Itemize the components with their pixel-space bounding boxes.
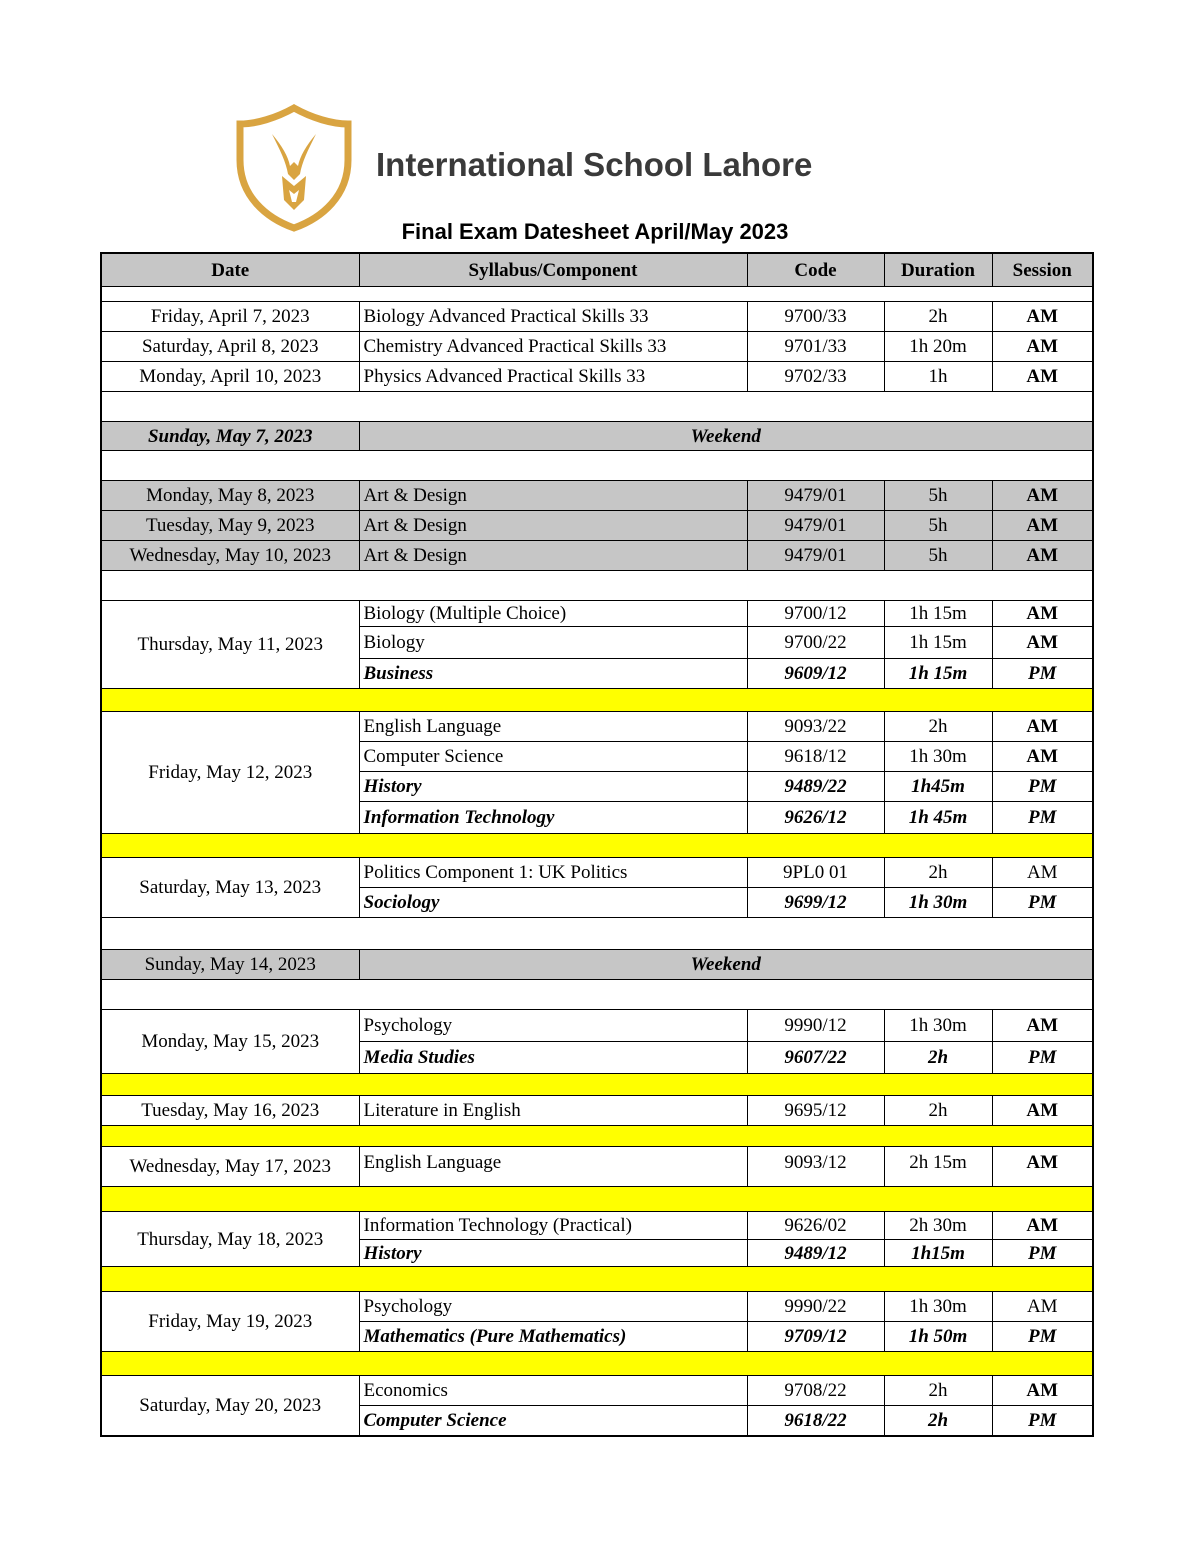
spacer-row (101, 392, 1093, 422)
date-cell: Saturday, May 13, 2023 (101, 858, 359, 918)
table-row (101, 1010, 1093, 1042)
subject-cell: Biology (Multiple Choice) (359, 601, 747, 627)
subject-cell: Information Technology (Practical) (359, 1212, 747, 1240)
duration-cell: 2h 30m (884, 1212, 992, 1240)
subject-cell: Art & Design (359, 481, 747, 511)
date-cell: Monday, May 15, 2023 (101, 1010, 359, 1074)
subject-cell: Mathematics (Pure Mathematics) (359, 1322, 747, 1352)
duration-cell: 2h (884, 712, 992, 742)
table-row (101, 1376, 1093, 1406)
spacer-row (101, 287, 1093, 302)
spacer-row (101, 571, 1093, 601)
session-cell: PM (992, 772, 1093, 802)
code-cell: 9479/01 (747, 541, 884, 571)
duration-cell: 1h15m (884, 1240, 992, 1267)
separator-row (101, 1352, 1093, 1376)
duration-cell: 1h 50m (884, 1322, 992, 1352)
page-title: Final Exam Datesheet April/May 2023 (401, 219, 789, 244)
session-cell: AM (992, 511, 1093, 541)
session-cell: AM (992, 541, 1093, 571)
session-cell: AM (992, 627, 1093, 659)
date-cell: Friday, May 12, 2023 (101, 712, 359, 834)
weekend-row (101, 950, 1093, 980)
subject-cell: History (359, 772, 747, 802)
session-cell: PM (992, 1406, 1093, 1436)
code-cell: 9626/02 (747, 1212, 884, 1240)
duration-cell: 1h 30m (884, 1292, 992, 1322)
subject-cell: Biology (359, 627, 747, 659)
weekend-row (101, 422, 1093, 451)
date-cell: Friday, May 19, 2023 (101, 1292, 359, 1352)
weekend-label: Weekend (359, 950, 1093, 980)
duration-cell: 1h 30m (884, 742, 992, 772)
session-cell: PM (992, 802, 1093, 834)
session-cell: AM (992, 1292, 1093, 1322)
subject-cell: Literature in English (359, 1096, 747, 1126)
table-row (101, 858, 1093, 888)
subject-cell: Physics Advanced Practical Skills 33 (359, 362, 747, 392)
subject-cell: Psychology (359, 1010, 747, 1042)
subject-cell: Art & Design (359, 511, 747, 541)
date-cell: Friday, April 7, 2023 (101, 302, 359, 332)
column-header-subject: Syllabus/Component (359, 253, 747, 287)
subject-cell: English Language (359, 1147, 747, 1187)
session-cell: AM (992, 362, 1093, 392)
session-cell: AM (992, 1096, 1093, 1126)
subject-cell: English Language (359, 712, 747, 742)
code-cell: 9093/22 (747, 712, 884, 742)
subject-cell: Art & Design (359, 541, 747, 571)
code-cell: 9PL0 01 (747, 858, 884, 888)
session-cell: AM (992, 1147, 1093, 1187)
weekend-label: Weekend (359, 422, 1093, 451)
code-cell: 9700/12 (747, 601, 884, 627)
subject-cell: Information Technology (359, 802, 747, 834)
spacer-row (101, 918, 1093, 950)
session-cell: AM (992, 302, 1093, 332)
subject-cell: Computer Science (359, 742, 747, 772)
code-cell: 9695/12 (747, 1096, 884, 1126)
table-row (101, 601, 1093, 627)
session-cell: AM (992, 601, 1093, 627)
duration-cell: 5h (884, 481, 992, 511)
table-row (101, 541, 1093, 571)
session-cell: PM (992, 659, 1093, 689)
date-cell: Tuesday, May 16, 2023 (101, 1096, 359, 1126)
code-cell: 9708/22 (747, 1376, 884, 1406)
subject-cell: Biology Advanced Practical Skills 33 (359, 302, 747, 332)
session-cell: AM (992, 332, 1093, 362)
session-cell: AM (992, 858, 1093, 888)
code-cell: 9489/22 (747, 772, 884, 802)
code-cell: 9699/12 (747, 888, 884, 918)
duration-cell: 1h 30m (884, 1010, 992, 1042)
date-cell: Tuesday, May 9, 2023 (101, 511, 359, 541)
code-cell: 9702/33 (747, 362, 884, 392)
date-cell: Wednesday, May 17, 2023 (101, 1147, 359, 1187)
code-cell: 9479/01 (747, 511, 884, 541)
duration-cell: 5h (884, 541, 992, 571)
date-cell: Thursday, May 11, 2023 (101, 601, 359, 689)
subject-cell: Sociology (359, 888, 747, 918)
column-header-session: Session (992, 253, 1093, 287)
code-cell: 9626/12 (747, 802, 884, 834)
column-header-code: Code (747, 253, 884, 287)
code-cell: 9990/12 (747, 1010, 884, 1042)
duration-cell: 1h 15m (884, 627, 992, 659)
subject-cell: Politics Component 1: UK Politics (359, 858, 747, 888)
duration-cell: 1h 45m (884, 802, 992, 834)
date-cell: Sunday, May 14, 2023 (101, 950, 359, 980)
subject-cell: History (359, 1240, 747, 1267)
session-cell: AM (992, 1212, 1093, 1240)
separator-row (101, 834, 1093, 858)
code-cell: 9618/22 (747, 1406, 884, 1436)
date-cell: Sunday, May 7, 2023 (101, 422, 359, 451)
column-header-duration: Duration (884, 253, 992, 287)
code-cell: 9093/12 (747, 1147, 884, 1187)
table-row (101, 1147, 1093, 1187)
school-shield-logo (236, 104, 352, 232)
duration-cell: 5h (884, 511, 992, 541)
duration-cell: 2h (884, 1042, 992, 1074)
code-cell: 9709/12 (747, 1322, 884, 1352)
spacer-row (101, 980, 1093, 1010)
table-row (101, 1292, 1093, 1322)
duration-cell: 1h 20m (884, 332, 992, 362)
table-row (101, 362, 1093, 392)
subject-cell: Computer Science (359, 1406, 747, 1436)
duration-cell: 1h 15m (884, 601, 992, 627)
datesheet-table (100, 252, 1094, 1437)
duration-cell: 1h 15m (884, 659, 992, 689)
table-row (101, 712, 1093, 742)
session-cell: PM (992, 1240, 1093, 1267)
duration-cell: 1h 30m (884, 888, 992, 918)
separator-row (101, 1074, 1093, 1096)
column-header-date: Date (101, 253, 359, 287)
table-row (101, 481, 1093, 511)
table-row (101, 332, 1093, 362)
code-cell: 9701/33 (747, 332, 884, 362)
session-cell: AM (992, 1376, 1093, 1406)
code-cell: 9700/22 (747, 627, 884, 659)
table-row (101, 511, 1093, 541)
duration-cell: 2h (884, 1096, 992, 1126)
table-header-row (101, 253, 1093, 287)
date-cell: Monday, May 8, 2023 (101, 481, 359, 511)
date-cell: Thursday, May 18, 2023 (101, 1212, 359, 1267)
code-cell: 9609/12 (747, 659, 884, 689)
separator-row (101, 1126, 1093, 1147)
code-cell: 9990/22 (747, 1292, 884, 1322)
session-cell: PM (992, 888, 1093, 918)
code-cell: 9700/33 (747, 302, 884, 332)
code-cell: 9489/12 (747, 1240, 884, 1267)
session-cell: PM (992, 1322, 1093, 1352)
code-cell: 9618/12 (747, 742, 884, 772)
separator-row (101, 1187, 1093, 1212)
date-cell: Saturday, May 20, 2023 (101, 1376, 359, 1436)
table-row (101, 1212, 1093, 1240)
duration-cell: 1h45m (884, 772, 992, 802)
code-cell: 9607/22 (747, 1042, 884, 1074)
subject-cell: Chemistry Advanced Practical Skills 33 (359, 332, 747, 362)
code-cell: 9479/01 (747, 481, 884, 511)
session-cell: AM (992, 1010, 1093, 1042)
subject-cell: Business (359, 659, 747, 689)
subject-cell: Media Studies (359, 1042, 747, 1074)
date-cell: Wednesday, May 10, 2023 (101, 541, 359, 571)
spacer-row (101, 451, 1093, 481)
date-cell: Monday, April 10, 2023 (101, 362, 359, 392)
separator-row (101, 1267, 1093, 1292)
separator-row (101, 689, 1093, 712)
duration-cell: 2h (884, 1406, 992, 1436)
session-cell: AM (992, 481, 1093, 511)
school-name: International School Lahore (376, 146, 813, 183)
session-cell: AM (992, 712, 1093, 742)
date-cell: Saturday, April 8, 2023 (101, 332, 359, 362)
duration-cell: 2h (884, 858, 992, 888)
duration-cell: 2h (884, 302, 992, 332)
subject-cell: Economics (359, 1376, 747, 1406)
table-row (101, 1096, 1093, 1126)
session-cell: AM (992, 742, 1093, 772)
subject-cell: Psychology (359, 1292, 747, 1322)
duration-cell: 1h (884, 362, 992, 392)
duration-cell: 2h 15m (884, 1147, 992, 1187)
session-cell: PM (992, 1042, 1093, 1074)
duration-cell: 2h (884, 1376, 992, 1406)
table-row (101, 302, 1093, 332)
